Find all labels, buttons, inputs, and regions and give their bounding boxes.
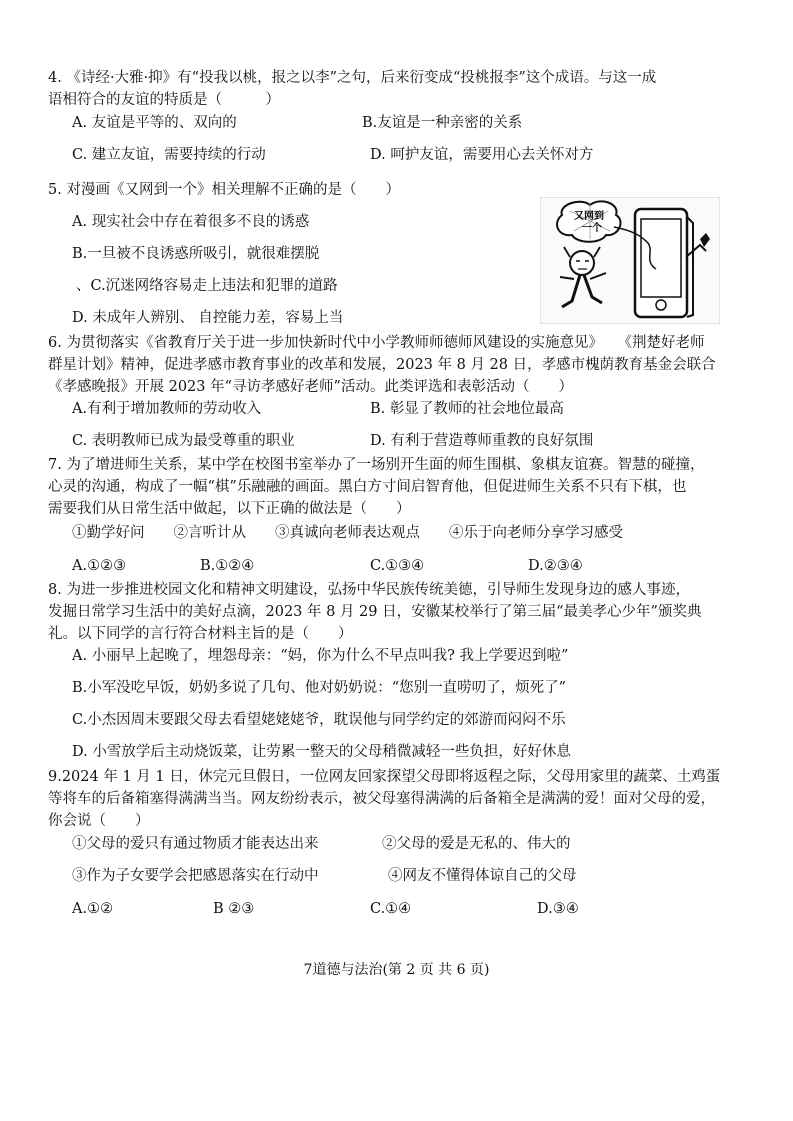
q5-option-b: B.一旦被不良诱惑所吸引，就很难摆脱 bbox=[72, 246, 320, 262]
q9-item-3: ③作为子女要学会把感恩落实在行动中 bbox=[72, 868, 319, 884]
smartphone-icon bbox=[635, 209, 693, 317]
cartoon-illustration bbox=[540, 197, 720, 324]
q9-item-1: ①父母的爱只有通过物质才能表达出来 bbox=[72, 836, 319, 852]
q6-stem-line1: 6. 为贯彻落实《省教育厅关于进一步加快新时代中小学教师师德师风建设的实施意见》 《荆楚好老师 bbox=[48, 335, 705, 351]
q9-stem-line1: 9.2024 年 1 月 1 日，休完元旦假日，一位网友回家探望父母即将返程之际，父母用家里的蔬菜、土鸡蛋 bbox=[48, 769, 721, 785]
q9-option-b: B ②③ bbox=[213, 901, 255, 917]
q6-option-d: D. 有利于营造尊师重教的良好氛围 bbox=[370, 433, 594, 449]
q8-stem-line1: 8. 为进一步推进校园文化和精神文明建设，弘扬中华民族传统美德，引导师生发现身边的感人事迹， bbox=[48, 582, 690, 598]
net-cloud-icon bbox=[557, 201, 620, 241]
q6-option-a: A.有利于增加教师的劳动收入 bbox=[72, 401, 262, 417]
q9-option-d: D.③④ bbox=[537, 901, 579, 917]
q7-option-d: D.②③④ bbox=[528, 558, 583, 574]
q6-stem-line2: 群星计划》精神，促进孝感市教育事业的改革和发展，2023 年 8 月 28 日，孝感市槐荫教育基金会联合 bbox=[48, 357, 716, 373]
q8-option-b: B.小军没吃早饭，奶奶多说了几句、他对奶奶说：“您别一直唠叨了，烦死了” bbox=[72, 680, 567, 696]
q8-stem-line3: 礼。以下同学的言行符合材料主旨的是（ ） bbox=[48, 626, 353, 642]
q7-option-a: A.①②③ bbox=[72, 558, 127, 574]
q4-option-d: D. 呵护友谊，需要用心去关怀对方 bbox=[370, 147, 594, 163]
q9-option-c: C.①④ bbox=[370, 901, 412, 917]
q4-option-b: B.友谊是一种亲密的关系 bbox=[362, 115, 523, 131]
q7-stem-line2: 心灵的沟通，构成了一幅“棋”乐融融的画面。黑白方寸间启智育他，但促进师生关系不只有下棋，也 bbox=[48, 479, 687, 495]
q6-option-b: B. 彰显了教师的社会地位最高 bbox=[370, 401, 564, 417]
q4-option-a: A. 友谊是平等的、双向的 bbox=[72, 115, 237, 131]
svg-text:一个: 一个 bbox=[582, 223, 602, 234]
q8-option-d: D. 小雪放学后主动烧饭菜，让劳累一整天的父母稍微减轻一些负担，好好休息 bbox=[72, 744, 571, 760]
q7-option-b: B.①②④ bbox=[200, 558, 255, 574]
q8-stem-line2: 发掘日常学习生活中的美好点滴，2023 年 8 月 29 日，安徽某校举行了第三届“最美孝心少年”颁奖典 bbox=[48, 604, 702, 620]
svg-text:又网到: 又网到 bbox=[574, 211, 604, 222]
q7-items: ①勤学好问 ②言听计从 ③真诚向老师表达观点 ④乐于向老师分享学习感受 bbox=[72, 525, 623, 541]
q7-stem-line3: 需要我们从日常生活中做起，以下正确的做法是（ ） bbox=[48, 501, 411, 517]
q6-option-c: C. 表明教师已成为最受尊重的职业 bbox=[72, 433, 295, 449]
page-footer: 7道德与法治(第 2 页 共 6 页) bbox=[303, 962, 490, 978]
q9-option-a: A.①② bbox=[72, 901, 114, 917]
q5-option-a: A. 现实社会中存在着很多不良的诱惑 bbox=[72, 214, 310, 230]
q8-option-c: C.小杰因周末要跟父母去看望姥姥姥爷，耽误他与同学约定的郊游而闷闷不乐 bbox=[72, 712, 566, 728]
q9-stem-line2: 等将车的后备箱塞得满满当当。网友纷纷表示，被父母塞得满满的后备箱全是满满的爱！面对父母的爱， bbox=[48, 791, 715, 807]
q7-option-c: C.①③④ bbox=[370, 558, 425, 574]
q9-item-4: ④网友不懂得体谅自己的父母 bbox=[388, 868, 577, 884]
q4-stem-line1: 4. 《诗经·大雅·抑》有“投我以桃，报之以李”之句，后来衍变成“投桃报李”这个成语。与这一成 bbox=[48, 70, 657, 86]
q4-stem-line2: 语相符合的友谊的特质是（ ） bbox=[48, 92, 280, 108]
q9-item-2: ②父母的爱是无私的、伟大的 bbox=[382, 836, 571, 852]
q5-option-d: D. 未成年人辨别、 自控能力差，容易上当 bbox=[72, 310, 344, 326]
q8-option-a: A. 小丽早上起晚了，埋怨母亲：“妈，你为什么不早点叫我? 我上学要迟到啦” bbox=[72, 648, 569, 664]
q4-option-c: C. 建立友谊，需要持续的行动 bbox=[72, 147, 266, 163]
q7-stem-line1: 7. 为了增进师生关系，某中学在校图书室举办了一场别开生面的师生围棋、象棋友谊赛。智慧的碰撞， bbox=[48, 457, 705, 473]
q5-stem: 5. 对漫画《又网到一个》相关理解不正确的是（ ） bbox=[48, 182, 400, 198]
q9-stem-line3: 你会说（ ） bbox=[48, 813, 150, 829]
q5-option-c: 、C.沉迷网络容易走上违法和犯罪的道路 bbox=[76, 278, 338, 294]
q6-stem-line3: 《孝感晚报》开展 2023 年“寻访孝感好老师”活动。此类评选和表彰活动（ ） bbox=[48, 379, 573, 395]
